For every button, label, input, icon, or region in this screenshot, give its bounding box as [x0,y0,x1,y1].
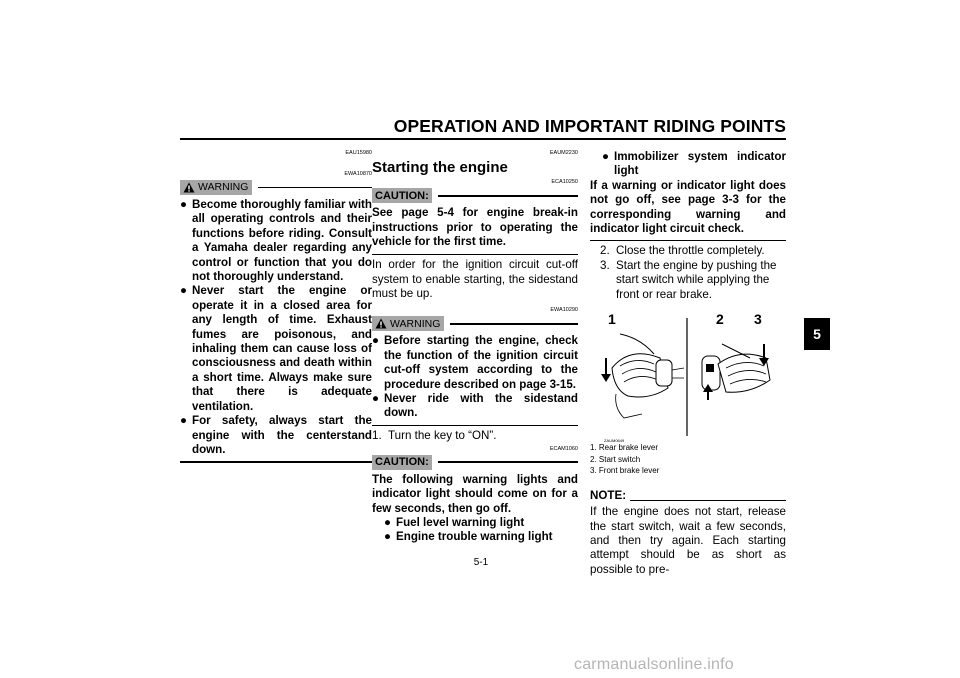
handlebar-figure [590,308,776,444]
caution-header [372,455,578,470]
list-item: ● Never start the engine or operate it in a closed area for any length of time. Exhaust fumes are poisonous, and inhaling them can cause loss of consciousness and death within a short time. Always make sure that there is adequate ventilation. [180,284,372,413]
note-rule [630,500,786,501]
caution-text: If a warning or indicator light does not go off, see page 3-3 for the corresponding warning and indicator light circuit check. [590,178,786,236]
caution-header [372,188,578,203]
note-text: If the engine does not start, release the start switch, wait a few seconds, and then try again. Each starting attempt should be as short as possible to pre- [590,505,786,576]
column-1 [180,150,372,463]
section-title: Starting the engine [372,159,508,176]
chapter-tab: 5 [804,318,830,350]
list-item: ● Fuel level warning light [384,515,525,529]
caution-badge: CAUTION: [372,455,432,470]
step-item: 2. Close the throttle completely. [600,244,765,258]
warning-header [372,316,578,331]
ref-code: ECAM1060 [549,445,578,452]
caution-end-rule [372,254,578,256]
title-rule [180,138,786,140]
warning-rule [450,323,578,325]
list-item: ● For safety, always start the engine with the centerstand down. [180,414,372,456]
caption-item: 1. Rear brake lever [590,443,659,453]
bullet-icon: ● [180,198,188,211]
list-item: ● Immobilizer system indicator light [602,150,786,178]
ref-code: EWA10290 [550,307,578,314]
list-item: ● Engine trouble warning light [384,530,553,544]
ref-code: ECA10250 [551,179,578,186]
warning-label: WARNING [390,317,441,330]
figure-label-3: 3 [754,311,762,328]
warning-end-rule [180,461,372,463]
bullet-icon: ● [180,284,188,298]
column-2 [372,150,578,545]
caution-badge: CAUTION: [372,188,432,203]
figure-code: ZAUM0649 [604,438,625,444]
column-3 [590,150,786,577]
warning-rule [258,187,372,189]
caution-rule [438,195,578,197]
watermark: carmanualsonline.info [574,656,734,673]
figure-label-1: 1 [608,311,616,328]
handlebar-illustration [590,308,776,438]
caution-text: See page 5-4 for engine break-in instructions prior to operating the vehicle for the first time. [372,206,578,249]
warning-triangle-icon [375,318,387,329]
ref-code: EAU15980 [345,150,372,156]
warning-label: WARNING [198,181,249,194]
bullet-icon: ● [372,334,380,348]
bullet-icon: ● [180,414,188,428]
warning-badge [180,180,252,195]
list-item: ● Never ride with the sidestand down. [372,391,578,420]
caution-rule [438,461,578,463]
caution-end-rule [590,240,786,241]
page-title: OPERATION AND IMPORTANT RIDING POINTS [393,116,786,136]
warning-header [180,180,372,195]
list-item: ● Before starting the engine, check the function of the ignition circuit cut-off system according to the procedure described on page 3-15. [372,334,578,391]
warning-triangle-icon [183,182,195,193]
ref-code: EWA10870 [344,171,372,177]
warning-end-rule [372,425,578,427]
caption-item: 3. Front brake lever [590,466,660,476]
bullet-icon: ● [384,515,392,529]
bullet-icon: ● [372,391,380,405]
caption-item: 2. Start switch [590,454,641,464]
body-text: In order for the ignition circuit cut-off system to enable starting, the sidestand must be up. [372,258,578,300]
note-label: NOTE: [590,488,627,502]
note-header [590,489,786,503]
step-item: 3. Start the engine by pushing the start switch while applying the front or rear brake. [600,258,777,301]
caution-text: The following warning lights and indicator light should come on for a few seconds, then go off. [372,472,578,515]
bullet-icon: ● [384,530,392,544]
step-item: 1. Turn the key to “ON”. [372,429,497,443]
figure-label-2: 2 [716,311,724,328]
bullet-icon: ● [602,150,610,163]
ref-code: EAUM2230 [549,150,578,156]
page-number: 5-1 [473,557,489,568]
list-item: ● Become thoroughly familiar with all operating controls and their functions before riding. Consult a Yamaha dealer regarding any control or function that you do not thoroughly understand. [180,198,372,284]
warning-badge [372,316,444,331]
